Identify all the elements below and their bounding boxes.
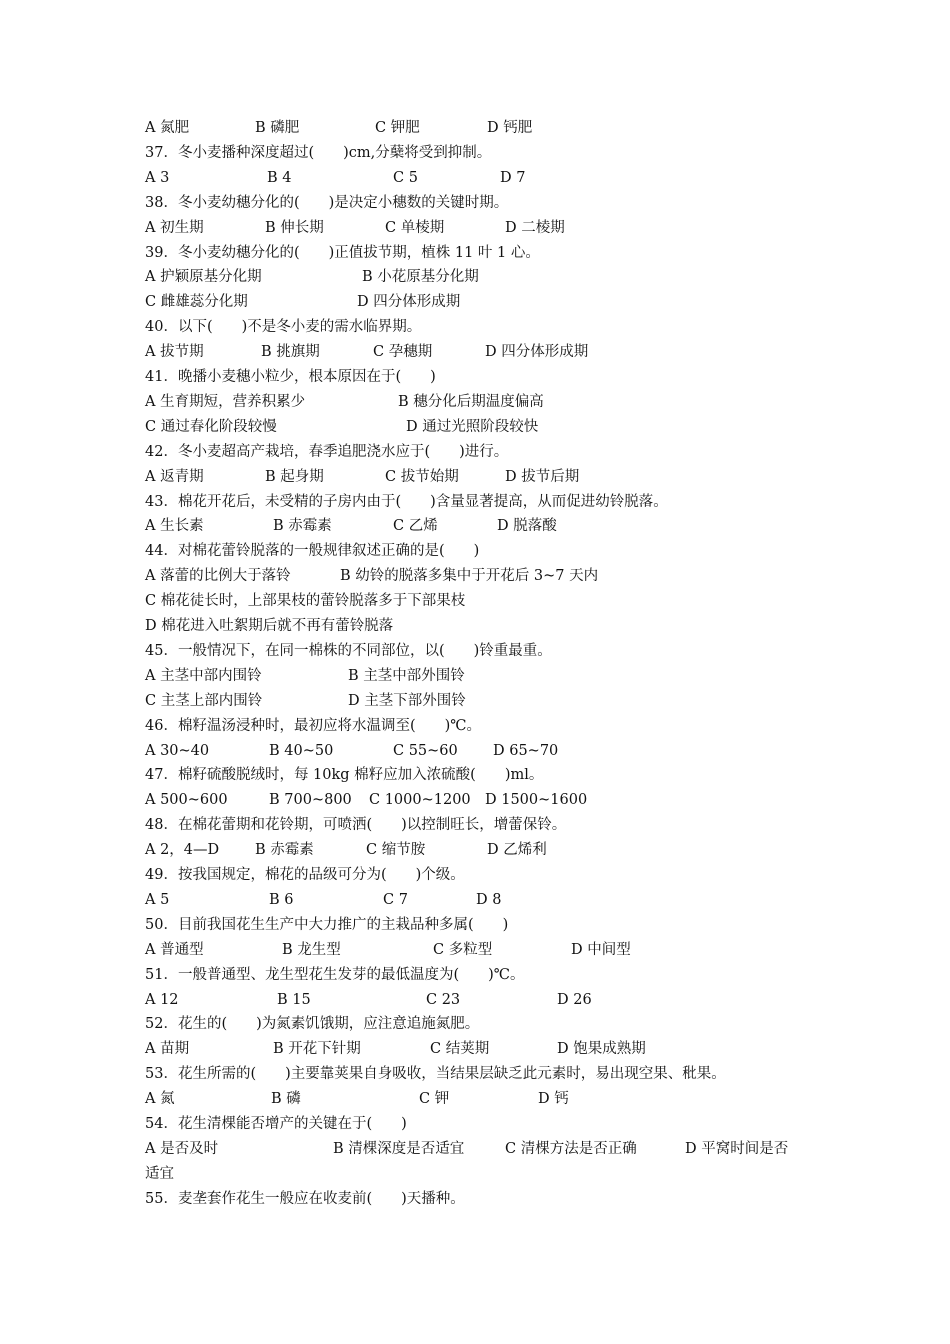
question-text: 50．目前我国花生生产中大力推广的主栽品种多属( ): [145, 916, 509, 933]
option-item: D 7: [500, 169, 526, 186]
option-item: C 通过春化阶段较慢: [145, 418, 277, 435]
question-text: 43．棉花开花后，未受精的子房内由于( )含量显著提高，从而促进幼铃脱落。: [145, 493, 668, 510]
question-line: [0, 315, 950, 339]
option-item: A 拔节期: [145, 344, 204, 361]
option-item: B 磷: [271, 1091, 301, 1108]
option-item: C 孕穗期: [373, 344, 433, 361]
question-line: [0, 440, 950, 464]
option-item: C 1000~1200: [369, 792, 471, 809]
options-line: [0, 390, 950, 414]
option-item: C 清棵方法是否正确: [505, 1140, 637, 1157]
option-item: C 缩节胺: [366, 842, 426, 859]
option-item: B 主茎中部外围铃: [348, 667, 465, 684]
option-item: B 起身期: [265, 468, 324, 485]
options-line: [0, 1087, 950, 1111]
option-item: D 拔节后期: [505, 468, 580, 485]
option-item: C 雌雄蕊分化期: [145, 294, 248, 311]
option-item: C 钾: [419, 1091, 450, 1108]
options-line: [0, 664, 950, 688]
options-line: [0, 888, 950, 912]
question-line: [0, 490, 950, 514]
options-line: [0, 938, 950, 962]
option-item: C 55~60: [393, 742, 458, 759]
question-text: 54．花生清棵能否增产的关键在于( ): [145, 1116, 407, 1132]
question-text: 48．在棉花蕾期和花铃期，可喷洒( )以控制旺长，增蕾保铃。: [145, 817, 567, 834]
question-text: 41．晚播小麦穗小粒少，根本原因在于( ): [145, 369, 436, 385]
option-item: B 穗分化后期温度偏高: [398, 393, 544, 410]
options-line: [0, 116, 950, 140]
question-line: [0, 714, 950, 738]
options-line: [0, 166, 950, 190]
option-item: A 氮: [145, 1091, 175, 1108]
question-line: [0, 1187, 950, 1211]
option-item: B 幼铃的脱落多集中于开花后 3~7 天内: [340, 568, 599, 585]
question-line: [0, 1012, 950, 1036]
question-line: [0, 1112, 950, 1136]
option-item: D 65~70: [493, 742, 559, 759]
options-line: [0, 216, 950, 240]
option-item: D 钙: [538, 1091, 569, 1108]
option-item: A 返青期: [145, 468, 204, 485]
option-item: A 主茎中部内围铃: [145, 667, 262, 684]
options-line: [0, 1037, 950, 1061]
question-line: [0, 913, 950, 937]
option-item: D 主茎下部外围铃: [348, 692, 466, 709]
options-line: [0, 739, 950, 763]
option-item: D 通过光照阶段较快: [406, 418, 539, 435]
question-line: [0, 141, 950, 165]
option-item: C 主茎上部内围铃: [145, 692, 263, 709]
question-line: [0, 639, 950, 663]
question-text: 37．冬小麦播种深度超过( )cm,分蘖将受到抑制。: [145, 144, 492, 161]
options-line: [0, 265, 950, 289]
option-item: A 苗期: [145, 1041, 190, 1058]
question-line: [0, 241, 950, 265]
question-text: 47．棉籽硫酸脱绒时，每 10kg 棉籽应加入浓硫酸( )ml。: [145, 767, 544, 784]
option-item: A 初生期: [145, 219, 204, 236]
options-line: [0, 1162, 950, 1186]
options-line: [0, 838, 950, 862]
option-item: B 赤霉素: [255, 842, 314, 859]
option-item: C 23: [426, 991, 461, 1008]
option-item: D 乙烯利: [487, 842, 547, 859]
option-item: B 挑旗期: [261, 344, 320, 361]
options-line: [0, 614, 950, 638]
option-item: 适宜: [145, 1165, 174, 1182]
question-line: [0, 365, 950, 389]
option-item: B 伸长期: [265, 219, 324, 236]
option-item: B 40~50: [269, 742, 334, 759]
options-line: [0, 290, 950, 314]
option-item: C 多粒型: [433, 941, 493, 958]
option-item: B 6: [269, 891, 294, 908]
question-line: [0, 763, 950, 787]
option-item: A 是否及时: [145, 1140, 219, 1157]
option-item: A 生育期短，营养积累少: [145, 393, 306, 410]
question-text: 53．花生所需的( )主要靠荚果自身吸收，当结果层缺乏此元素时，易出现空果、秕果。: [145, 1066, 726, 1083]
options-line: [0, 465, 950, 489]
options-line: [0, 689, 950, 713]
options-line: [0, 564, 950, 588]
options-line: [0, 788, 950, 812]
options-line: [0, 988, 950, 1012]
question-line: [0, 863, 950, 887]
question-text: 49．按我国规定，棉花的品级可分为( )个级。: [145, 867, 465, 883]
option-item: B 15: [277, 991, 311, 1008]
option-item: A 落蕾的比例大于落铃: [145, 568, 291, 585]
question-line: [0, 191, 950, 215]
question-text: 39．冬小麦幼穗分化的( )正值拔节期，植株 11 叶 1 心。: [145, 244, 540, 261]
option-item: B 小花原基分化期: [362, 269, 479, 286]
question-line: [0, 539, 950, 563]
option-item: B 清棵深度是否适宜: [333, 1140, 465, 1157]
option-item: A 氮肥: [145, 120, 190, 136]
option-item: D 26: [557, 991, 592, 1008]
option-item: C 乙烯: [393, 518, 438, 535]
question-text: 46．棉籽温汤浸种时，最初应将水温调至( )℃。: [145, 717, 481, 734]
option-item: B 赤霉素: [273, 518, 332, 535]
option-item: A 护颖原基分化期: [145, 269, 262, 286]
option-item: D 饱果成熟期: [557, 1041, 646, 1058]
option-item: D 棉花进入吐絮期后就不再有蕾铃脱落: [145, 618, 394, 634]
options-line: [0, 514, 950, 538]
option-item: D 四分体形成期: [357, 294, 461, 311]
option-item: D 8: [476, 891, 502, 908]
option-item: B 4: [267, 169, 292, 186]
option-item: B 磷肥: [255, 120, 300, 136]
question-text: 40．以下( )不是冬小麦的需水临界期。: [145, 319, 422, 336]
question-line: [0, 813, 950, 837]
question-text: 38．冬小麦幼穗分化的( )是决定小穗数的关键时期。: [145, 194, 509, 211]
option-item: D 中间型: [571, 941, 631, 958]
option-item: D 1500~1600: [485, 792, 588, 809]
option-item: A 30~40: [145, 742, 210, 759]
option-item: C 拔节始期: [385, 468, 459, 485]
option-item: D 四分体形成期: [485, 344, 589, 361]
option-item: B 开花下针期: [273, 1041, 361, 1058]
options-line: [0, 1137, 950, 1161]
option-item: C 棉花徒长时，上部果枝的蕾铃脱落多于下部果枝: [145, 593, 466, 610]
question-text: 55．麦垄套作花生一般应在收麦前( )天播种。: [145, 1190, 465, 1207]
options-line: [0, 415, 950, 439]
option-item: D 平窝时间是否: [685, 1140, 789, 1157]
options-line: [0, 589, 950, 613]
question-line: [0, 1062, 950, 1086]
option-item: A 3: [145, 169, 170, 186]
option-item: B 龙生型: [282, 941, 341, 958]
question-text: 51．一般普通型、龙生型花生发芽的最低温度为( )℃。: [145, 966, 525, 983]
question-text: 45．一般情况下，在同一棉株的不同部位，以( )铃重最重。: [145, 642, 552, 659]
option-item: C 单棱期: [385, 219, 445, 236]
question-text: 44．对棉花蕾铃脱落的一般规律叙述正确的是( ): [145, 543, 480, 560]
options-line: [0, 340, 950, 364]
question-line: [0, 963, 950, 987]
option-item: A 2，4—D: [145, 842, 220, 859]
option-item: D 钙肥: [487, 120, 533, 136]
option-item: C 5: [393, 169, 418, 186]
option-item: D 脱落酸: [497, 518, 557, 535]
question-text: 52．花生的( )为氮素饥饿期，应注意追施氮肥。: [145, 1016, 480, 1033]
option-item: C 结荚期: [430, 1041, 490, 1058]
option-item: C 7: [383, 891, 408, 908]
option-item: A 12: [145, 991, 179, 1008]
option-item: B 700~800: [269, 792, 352, 809]
option-item: A 生长素: [145, 518, 204, 535]
option-item: A 普通型: [145, 941, 204, 958]
option-item: D 二棱期: [505, 219, 565, 236]
question-text: 42．冬小麦超高产栽培，春季追肥浇水应于( )进行。: [145, 443, 509, 460]
option-item: A 500~600: [145, 792, 228, 809]
option-item: A 5: [145, 891, 170, 908]
option-item: C 钾肥: [375, 120, 420, 136]
